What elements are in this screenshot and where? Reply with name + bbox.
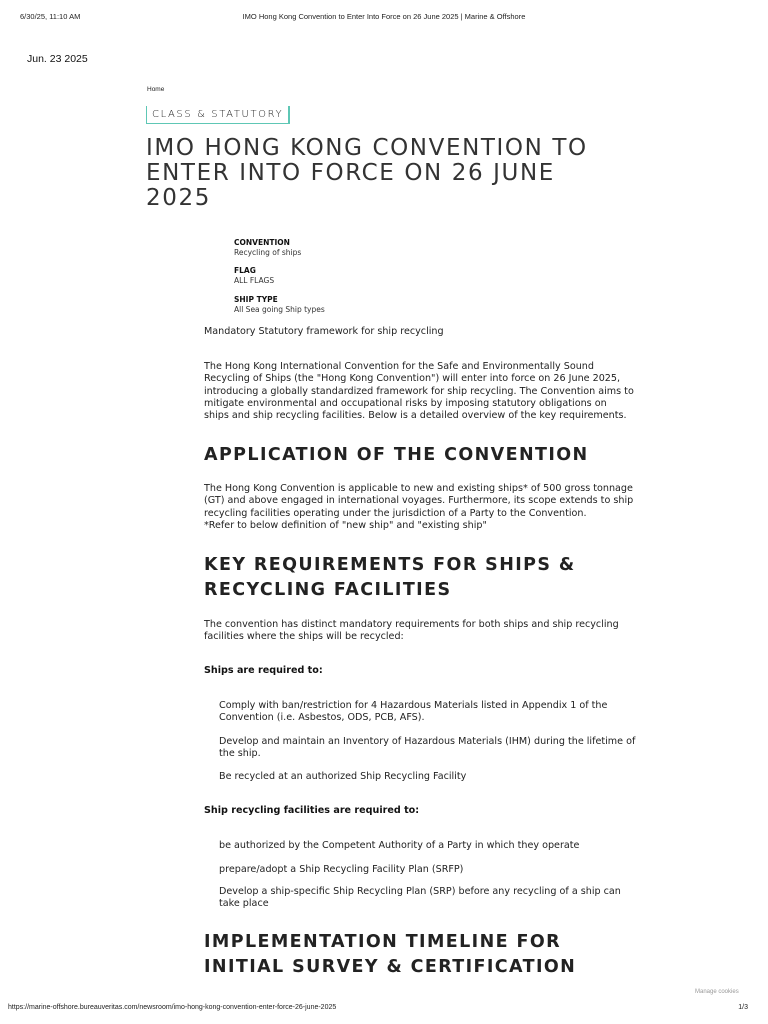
section-timeline-heading: IMPLEMENTATION TIMELINE FOR INITIAL SURVEY & CERTIFICATION [204,932,577,977]
breadcrumb-home[interactable]: Home [147,86,165,93]
meta-shiptype [234,295,325,315]
meta-convention [234,238,301,258]
category-tag[interactable]: CLASS & STATUTORY [146,106,290,124]
section-application-heading: APPLICATION OF THE CONVENTION [204,445,589,465]
facilities-subheading: Ship recycling facilities are required to: [204,805,420,816]
meta-flag-label: FLAG [234,266,256,275]
meta-flag-value: ALL FLAGS [234,276,275,285]
ships-item-2: Develop and maintain an Inventory of Hazardous Materials (IHM) during the lifetime of the ship. [219,736,636,760]
publish-date: Jun. 23 2025 [27,53,88,65]
section-application-note: *Refer to below definition of "new ship" and "existing ship" [204,520,487,531]
ships-subheading: Ships are required to: [204,665,323,676]
facilities-item-3: Develop a ship-specific Ship Recycling Plan (SRP) before any recycling of a ship can take place [219,886,621,910]
manage-cookies-link[interactable]: Manage cookies [695,989,739,995]
section-requirements-text: The convention has distinct mandatory requirements for both ships and ship recycling facilities where the ships will be recycled: [204,619,619,643]
page-number: 1/3 [738,1004,748,1011]
facilities-item-2: prepare/adopt a Ship Recycling Facility Plan (SRFP) [219,864,464,875]
meta-convention-label: CONVENTION [234,238,290,247]
meta-flag [234,266,274,286]
meta-convention-value: Recycling of ships [234,248,302,257]
meta-shiptype-value: All Sea going Ship types [234,305,325,314]
ships-item-3: Be recycled at an authorized Ship Recycling Facility [219,771,467,782]
intro-paragraph: The Hong Kong International Convention for the Safe and Environmentally Sound Recycling of Ships (the "Hong Kong Convention") will enter into force on 26 June 2025, introducing a globally standardized framework for ship recycling. The Convention aims to mitigate environmental and occupational risks by imposing statutory obligations on ships and ship recycling facilities. Below is a detailed overview of the key requirements. [204,361,634,422]
print-datetime: 6/30/25, 11:10 AM [20,12,81,21]
section-application-text: The Hong Kong Convention is applicable to new and existing ships* of 500 gross tonnage (GT) and above engaged in international voyages. Furthermore, its scope extends to ship recycling facilities operating under the jurisdiction of a Party to the Convention. [204,483,634,519]
print-url: https://marine-offshore.bureauveritas.com/newsroom/imo-hong-kong-convention-enter-force-26-june-2025 [8,1004,337,1011]
facilities-item-1: be authorized by the Competent Authority of a Party in which they operate [219,840,580,851]
intro-text: Mandatory Statutory framework for ship recycling [204,326,444,337]
page-title: IMO HONG KONG CONVENTION TO ENTER INTO FORCE ON 26 JUNE 2025 [146,135,588,211]
meta-shiptype-label: SHIP TYPE [234,295,278,304]
print-page-title: IMO Hong Kong Convention to Enter Into Force on 26 June 2025 | Marine & Offshore [242,12,526,21]
section-requirements-heading: KEY REQUIREMENTS FOR SHIPS & RECYCLING FACILITIES [204,555,576,600]
ships-item-1: Comply with ban/restriction for 4 Hazardous Materials listed in Appendix 1 of the Convention (i.e. Asbestos, ODS, PCB, AFS). [219,700,608,724]
